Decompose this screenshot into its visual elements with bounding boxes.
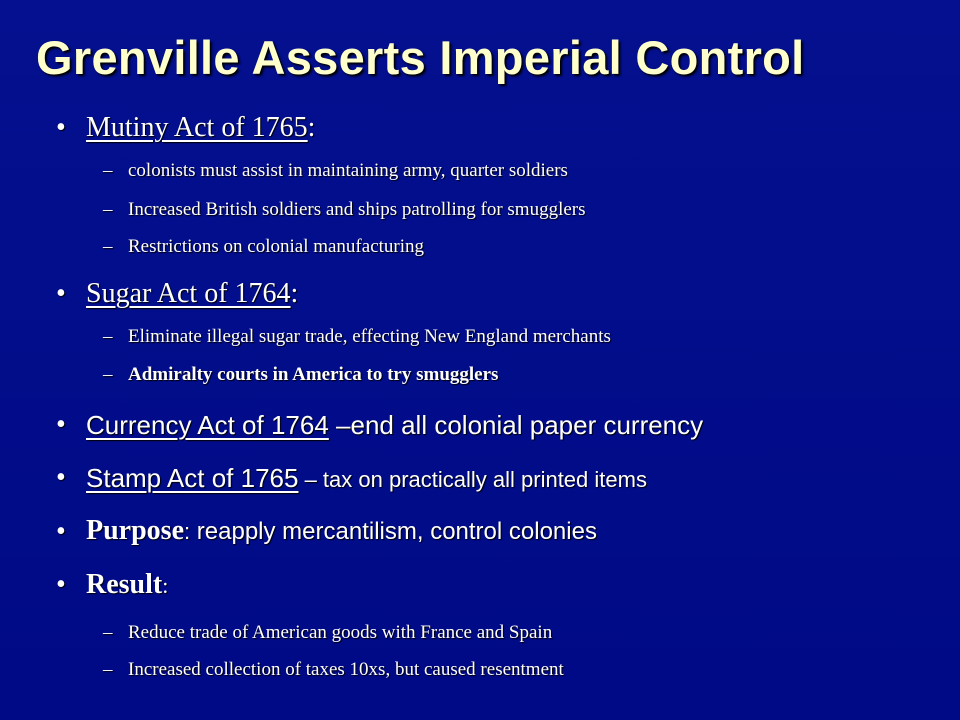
- dash: –: [103, 236, 113, 257]
- currency-act-heading: Currency Act of 1764: [86, 410, 329, 440]
- sugar-act-item: [86, 278, 298, 310]
- bullet-currency: •: [56, 409, 66, 440]
- bullet-sugar: •: [56, 278, 66, 309]
- bullet-mutiny: •: [56, 112, 66, 143]
- stamp-act-heading: Stamp Act of 1765: [86, 463, 299, 493]
- dash: –: [103, 659, 113, 680]
- sugar-act-colon: :: [290, 278, 299, 309]
- currency-act-text: –end all colonial paper currency: [328, 410, 704, 440]
- bullet-stamp: •: [56, 462, 66, 493]
- sugar-subitem: Admiralty courts in America to try smugglers: [128, 364, 499, 385]
- purpose-item: [86, 515, 597, 547]
- currency-act-item: [86, 410, 703, 441]
- mutiny-act-colon: :: [307, 112, 316, 143]
- stamp-act-text: – tax on practically all printed items: [298, 467, 647, 492]
- purpose-heading: Purpose: [86, 515, 184, 546]
- mutiny-act-item: [86, 112, 315, 144]
- slide-title: Grenville Asserts Imperial Control: [36, 31, 805, 84]
- bullet-purpose: •: [56, 516, 66, 547]
- result-colon: :: [162, 573, 169, 598]
- dash: –: [103, 199, 113, 220]
- purpose-colon: :: [184, 519, 191, 544]
- bullet-result: •: [56, 569, 66, 600]
- result-heading: Result: [86, 569, 163, 600]
- sugar-subitem: Eliminate illegal sugar trade, effecting New England merchants: [128, 326, 611, 347]
- mutiny-subitem: Increased British soldiers and ships patrolling for smugglers: [128, 199, 586, 220]
- dash: –: [103, 364, 113, 385]
- result-subitem: Increased collection of taxes 10xs, but caused resentment: [128, 659, 564, 680]
- mutiny-subitem: colonists must assist in maintaining army, quarter soldiers: [128, 160, 568, 181]
- dash: –: [103, 326, 113, 347]
- result-item: [86, 569, 168, 601]
- result-subitem: Reduce trade of American goods with France and Spain: [128, 622, 553, 643]
- stamp-act-item: [86, 463, 647, 494]
- dash: –: [103, 160, 113, 181]
- mutiny-subitem: Restrictions on colonial manufacturing: [128, 236, 425, 257]
- sugar-act-heading: Sugar Act of 1764: [86, 278, 291, 309]
- dash: –: [103, 622, 113, 643]
- purpose-text: reapply mercantilism, control colonies: [190, 518, 597, 545]
- mutiny-act-heading: Mutiny Act of 1765: [86, 112, 308, 143]
